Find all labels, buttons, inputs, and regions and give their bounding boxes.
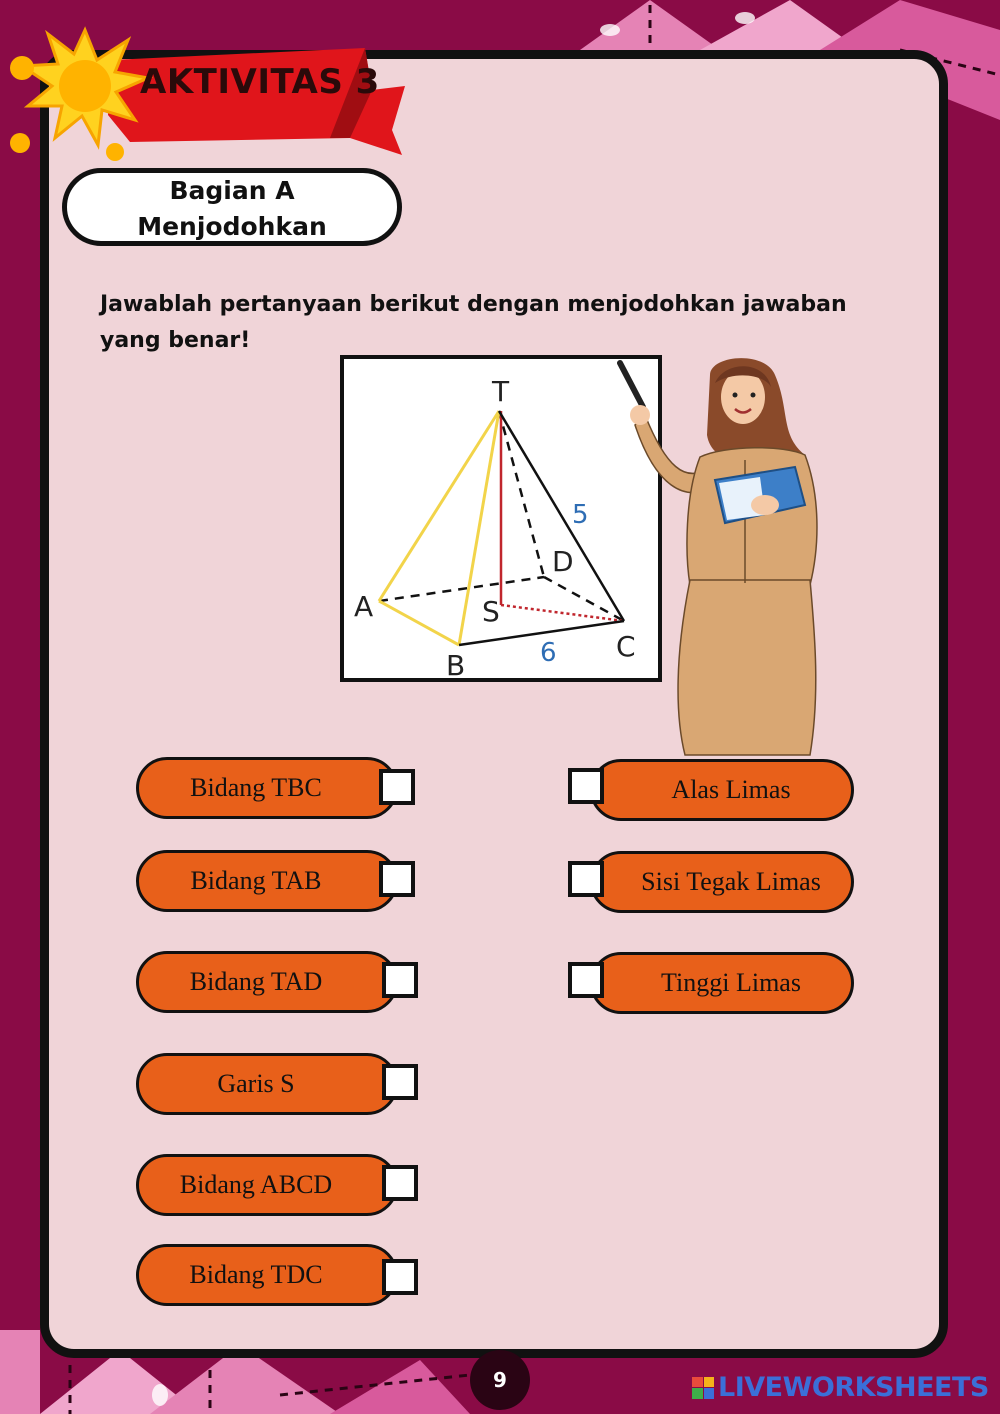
match-item-right — [590, 952, 854, 1014]
match-checkbox-left[interactable] — [382, 962, 418, 998]
activity-title: AKTIVITAS 3 — [140, 62, 380, 102]
match-checkbox-left[interactable] — [382, 1165, 418, 1201]
match-label: Tinggi Limas — [661, 968, 801, 997]
match-checkbox-left[interactable] — [382, 1259, 418, 1295]
match-checkbox-right[interactable] — [568, 768, 604, 804]
section-title: Bagian A — [169, 176, 295, 205]
match-item-left — [136, 951, 398, 1013]
page-number: 9 — [470, 1350, 530, 1410]
vertex-label-b: B — [446, 649, 466, 678]
match-checkbox-right[interactable] — [568, 962, 604, 998]
match-checkbox-right[interactable] — [568, 861, 604, 897]
match-label: Sisi Tegak Limas — [641, 867, 821, 896]
match-checkbox-left[interactable] — [379, 769, 415, 805]
length-label-tc: 5 — [572, 500, 589, 530]
pyramid-diagram — [344, 359, 658, 678]
vertex-label-c: C — [616, 630, 636, 663]
match-label: Bidang TAB — [190, 866, 322, 895]
match-label: Garis S — [217, 1069, 295, 1098]
match-item-left — [136, 850, 398, 912]
match-label: Bidang TDC — [189, 1260, 323, 1289]
match-item-right — [590, 759, 854, 821]
match-item-left — [136, 757, 398, 819]
liveworksheets-brand — [692, 1372, 989, 1403]
brand-text: LIVEWORKSHEETS — [718, 1372, 989, 1403]
pyramid-figure — [340, 355, 662, 682]
teacher-illustration — [615, 355, 840, 760]
match-item-left — [136, 1154, 398, 1216]
liveworksheets-logo-icon — [692, 1377, 714, 1399]
match-label: Bidang TAD — [189, 967, 323, 996]
vertex-label-a: A — [354, 590, 374, 623]
vertex-label-d: D — [552, 545, 574, 578]
match-label: Alas Limas — [671, 775, 791, 804]
match-item-left — [136, 1053, 398, 1115]
vertex-label-t: T — [492, 375, 510, 408]
match-checkbox-left[interactable] — [382, 1064, 418, 1100]
instruction-text: Jawablah pertanyaan berikut dengan menjodohkan jawaban yang benar! — [100, 292, 847, 353]
match-item-right — [590, 851, 854, 913]
section-label — [62, 168, 402, 246]
point-label-s: S — [482, 595, 500, 628]
match-item-left — [136, 1244, 398, 1306]
length-label-bc: 6 — [540, 638, 557, 668]
match-checkbox-left[interactable] — [379, 861, 415, 897]
section-subtitle: Menjodohkan — [137, 212, 327, 241]
match-label: Bidang ABCD — [179, 1170, 333, 1199]
match-label: Bidang TBC — [190, 773, 322, 802]
